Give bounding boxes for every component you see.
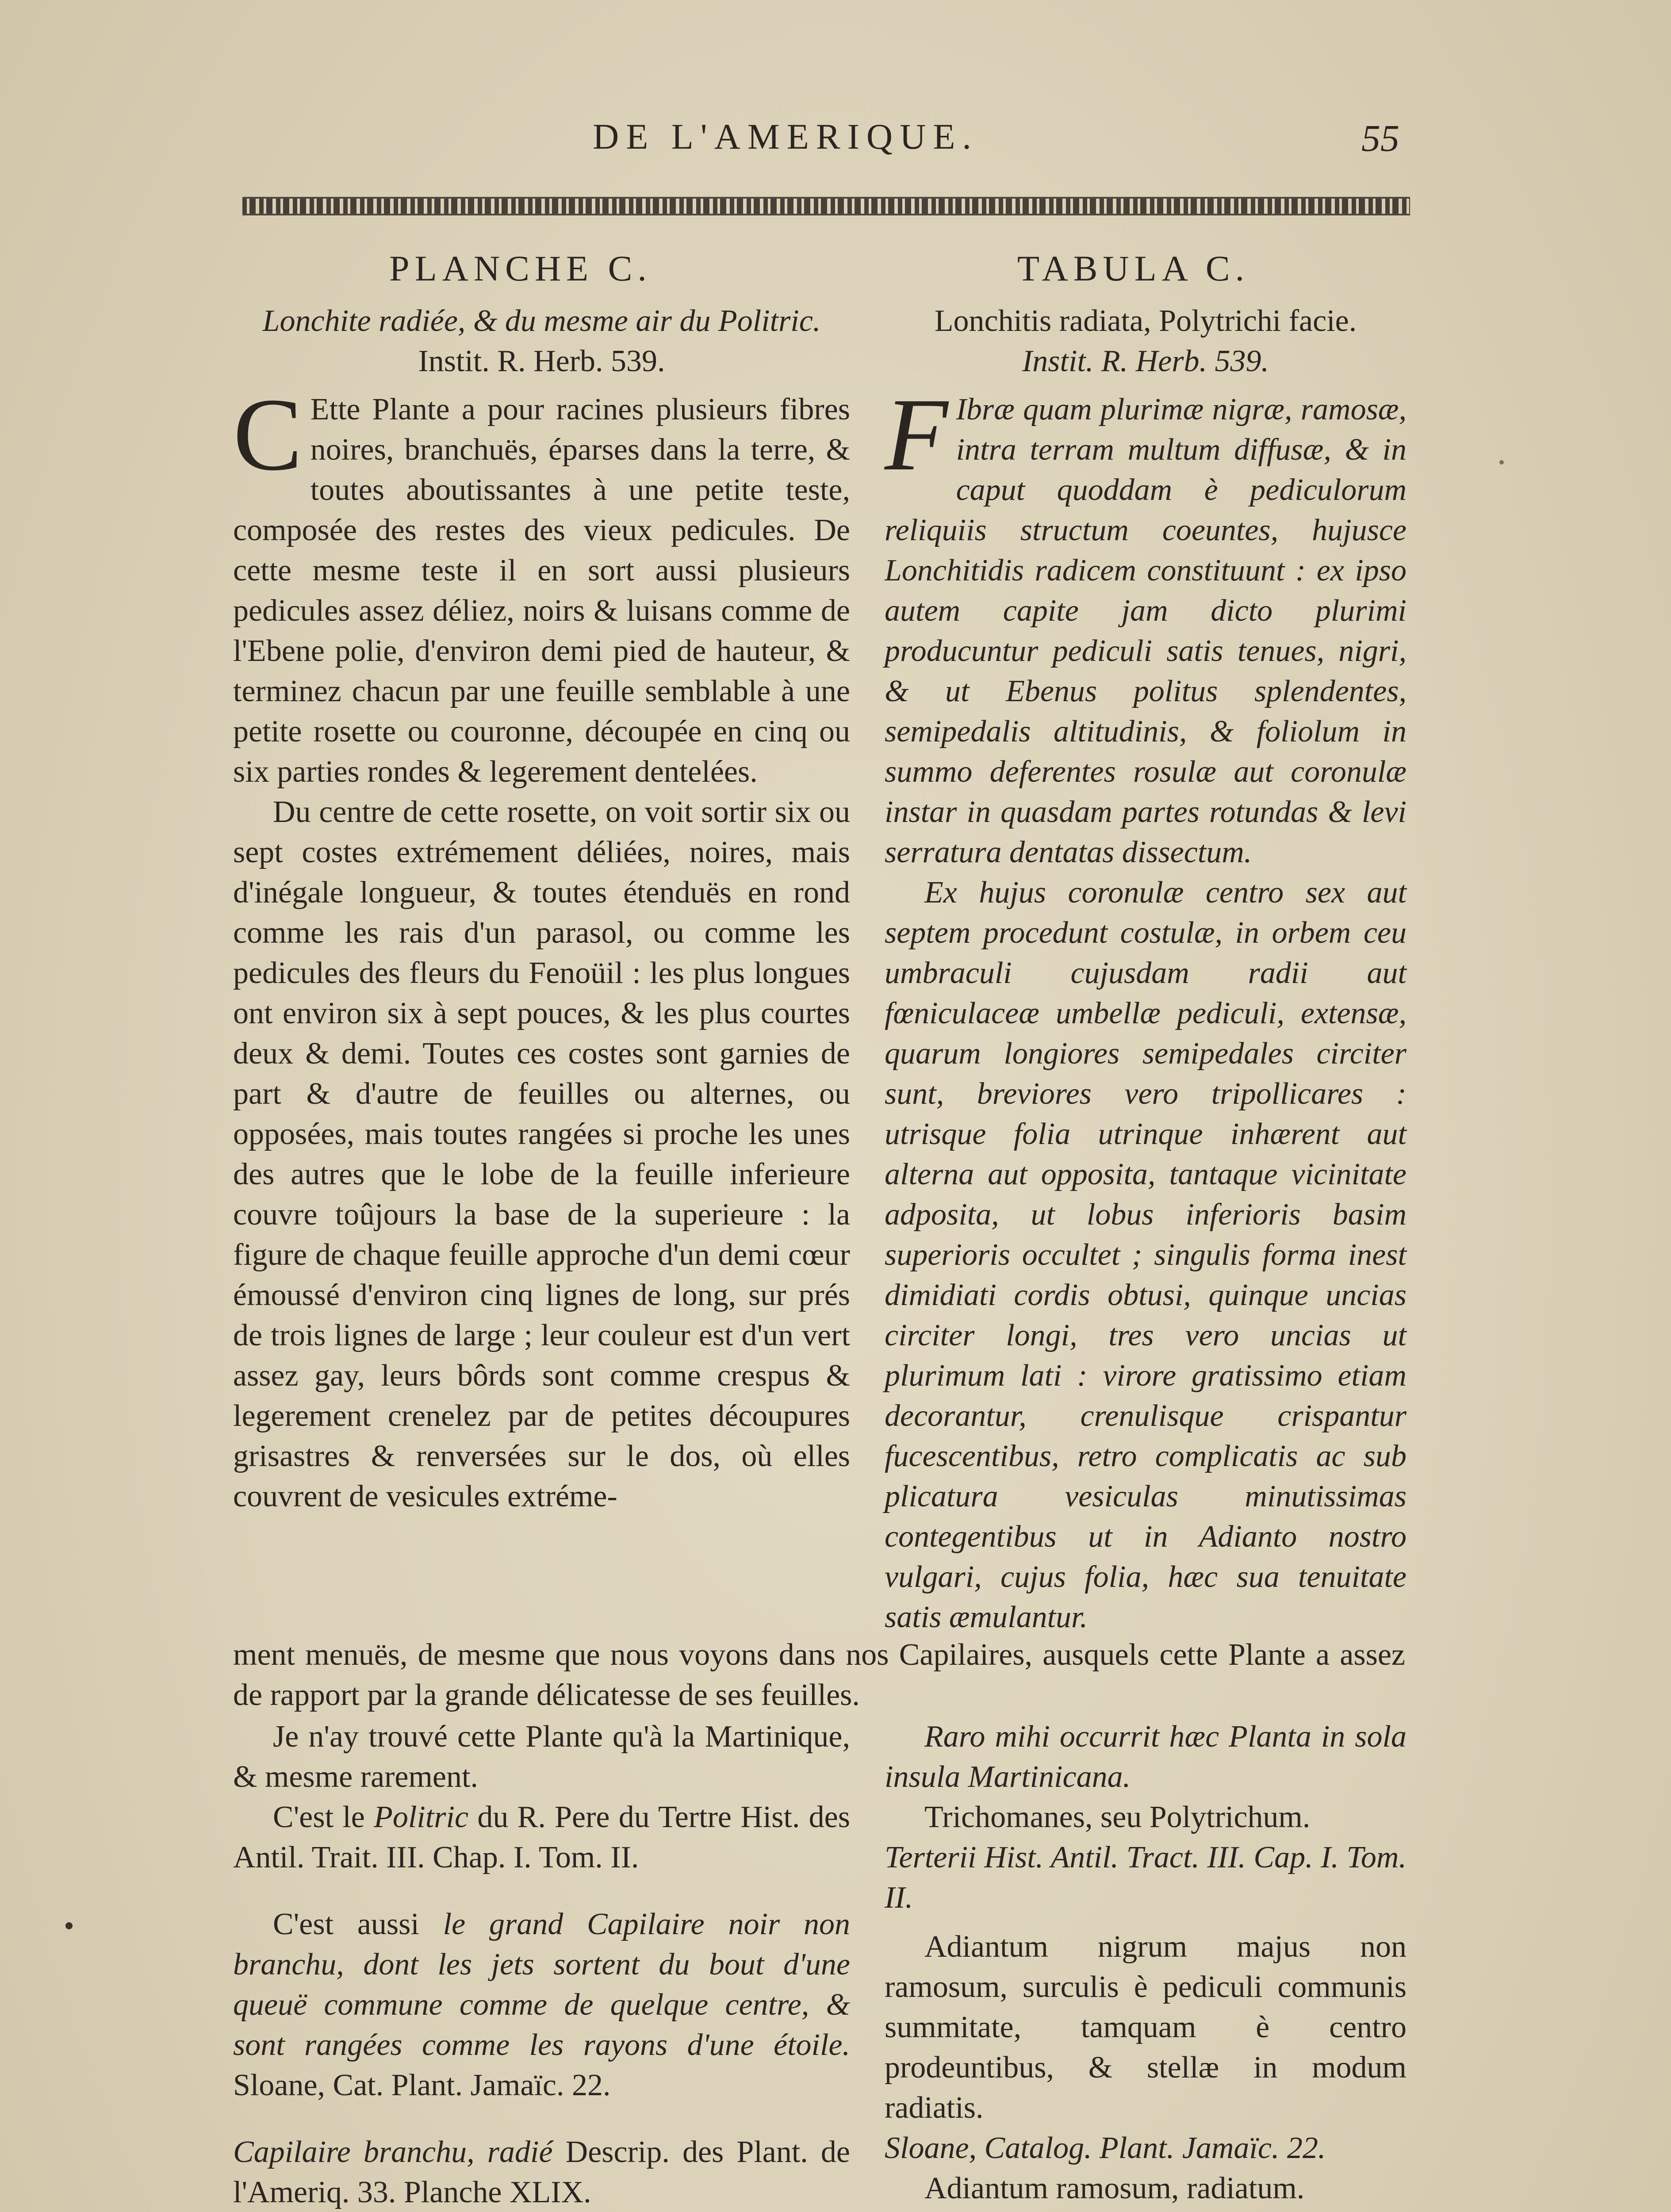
left-paragraph-4: C'est le Politric du R. Pere du Tertre Hist. des Antil. Trait. III. Chap. I. Tom. II. bbox=[233, 1800, 850, 1874]
right-paragraph-2: Ex hujus coronulæ centro sex aut septem procedunt costulæ, in orbem ceu umbraculi cujusdam radii aut fœniculaceæ umbellæ pediculi, extensæ, quarum longiores semipedales circiter sunt, breviores vero tripollicares : utrisque folia utrinque inhærent aut alterna aut opposita, tantaque vicinitate adposita, ut lobus inferioris basim superioris occultet ; singulis forma inest dimidiati cordis obtusi, quinque uncias circiter longi, tres vero uncias ut plurimum lati : virore gratissimo etiam decorantur, crenulisque crispantur fucescentibus, retro complicatis ac sub plicatura vesiculas minutissimas contegentibus ut in Adianto nostro vulgari, cujus folia, hæc sua tenuitate satis æmulantur. bbox=[885, 876, 1407, 1634]
continuation-text: ment menuës, de mesme que nous voyons dans nos Capilaires, ausquels cette Plante a assez de rapport par la grande délicatesse de ses feuilles. bbox=[233, 1638, 1405, 1712]
left-paragraph-1 bbox=[233, 377, 850, 792]
left-paragraph-5: C'est aussi le grand Capilaire noir non branchu, dont les jets sortent du bout d'une queuë commune comme de quelque centre, & sont rangées comme les rayons d'une étoile. Sloane, Cat. Plant. Jamaïc. 22. bbox=[233, 1907, 850, 2102]
right-paragraph-5-reference: Sloane, Catalog. Plant. Jamaïc. 22. bbox=[885, 2131, 1326, 2165]
page-number: 55 bbox=[1361, 117, 1399, 159]
left-column bbox=[233, 301, 850, 1517]
right-plate-title: TABULA C. bbox=[1017, 248, 1250, 288]
left-paragraph-1-text: Ette Plante a pour racines plusieurs fibres noires, branchuës, éparses dans la terre, & toutes aboutissantes à une petite teste, composée des restes des vieux pedicules. De cette mesme teste il en sort aussi plusieurs pedicules assez déliez, noirs & luisans comme de l'Ebene polie, d'environ demi pied de hauteur, & terminez chacun par une feuille semblable à une petite rosette ou couronne, découpée en cinq ou six parties rondes & legerement dentelées. bbox=[233, 392, 850, 789]
right-plant-name: Lonchitis radiata, Polytrichi facie. bbox=[934, 304, 1357, 338]
left-plant-name-line-1: Lonchite radiée, & du mesme air du Politric. bbox=[262, 304, 821, 338]
right-paragraph-6-text: Adiantum ramosum, radiatum. bbox=[924, 2171, 1305, 2205]
right-drop-cap: F bbox=[885, 377, 948, 492]
left-lower-column bbox=[233, 1717, 850, 2212]
left-plant-name-line-2: Instit. R. Herb. 539. bbox=[418, 344, 665, 378]
right-column bbox=[885, 301, 1407, 1637]
left-drop-cap: C bbox=[233, 377, 303, 492]
running-header: DE L'AMERIQUE. bbox=[593, 116, 978, 157]
right-paragraph-4-text: Trichomanes, seu Polytrichum. bbox=[924, 1800, 1311, 1834]
right-paragraph-6-reference bbox=[885, 2208, 1407, 2212]
right-paragraph-5-text: Adiantum nigrum majus non ramosum, surculis è pediculi communis summitate, tamquam è centro prodeuntibus, & stellæ in modum radiatis. bbox=[885, 1930, 1407, 2125]
ornamental-border bbox=[242, 197, 1410, 215]
right-paragraph-1-text: Ibræ quam plurimæ nigræ, ramosæ, intra terram multum diffusæ, & in caput quoddam è pediculorum reliquiis structum coeuntes, hujusce Lonchitidis radicem constituunt : ex ipso autem capite jam dicto plurimi producuntur pediculi satis tenues, nigri, & ut Ebenus politus splendentes, semipedalis altitudinis, & foliolum in summo deferentes rosulæ aut coronulæ instar in quasdam partes rotundas & levi serratura dentatas dissectum. bbox=[885, 392, 1407, 869]
ink-speck bbox=[1499, 460, 1504, 465]
left-paragraph-6: Capilaire branchu, radié Descrip. des Plant. de l'Ameriq. 33. Planche XLIX. bbox=[233, 2135, 850, 2209]
left-plate-title: PLANCHE C. bbox=[389, 248, 652, 288]
left-paragraph-3: Je n'ay trouvé cette Plante qu'à la Martinique, & mesme rarement. bbox=[233, 1720, 850, 1794]
left-paragraph-2: Du centre de cette rosette, on voit sortir six ou sept costes extrémement déliées, noires, mais d'inégale longueur, & toutes étenduës en rond comme les rais d'un parasol, ou comme les pedicules des fleurs du Fenoüil : les plus longues ont environ six à sept pouces, & les plus courtes deux & demi. Toutes ces costes sont garnies de part & d'autre de feuilles ou alternes, ou opposées, mais toutes rangées si proche les unes des autres que le lobe de la feuille inferieure couvre toûjours la base de la superieure : la figure de chaque feuille approche d'un demi cœur émoussé d'environ cinq lignes de long, sur prés de trois lignes de large ; leur couleur est d'un vert assez gay, leurs bôrds sont comme crespus & legerement crenelez par de petites découpures grisastres & renversées sur le dos, où elles couvrent de vesicules extréme- bbox=[233, 795, 850, 1513]
right-paragraph-3: Raro mihi occurrit hæc Planta in sola insula Martinicana. bbox=[885, 1720, 1407, 1794]
right-lower-column bbox=[885, 1717, 1407, 2212]
ink-speck bbox=[65, 1922, 73, 1929]
right-paragraph-1 bbox=[885, 377, 1407, 872]
right-reference: Instit. R. Herb. 539. bbox=[1022, 344, 1269, 378]
right-paragraph-4-reference: Terterii Hist. Antil. Tract. III. Cap. I. Tom. II. bbox=[885, 1840, 1407, 1915]
